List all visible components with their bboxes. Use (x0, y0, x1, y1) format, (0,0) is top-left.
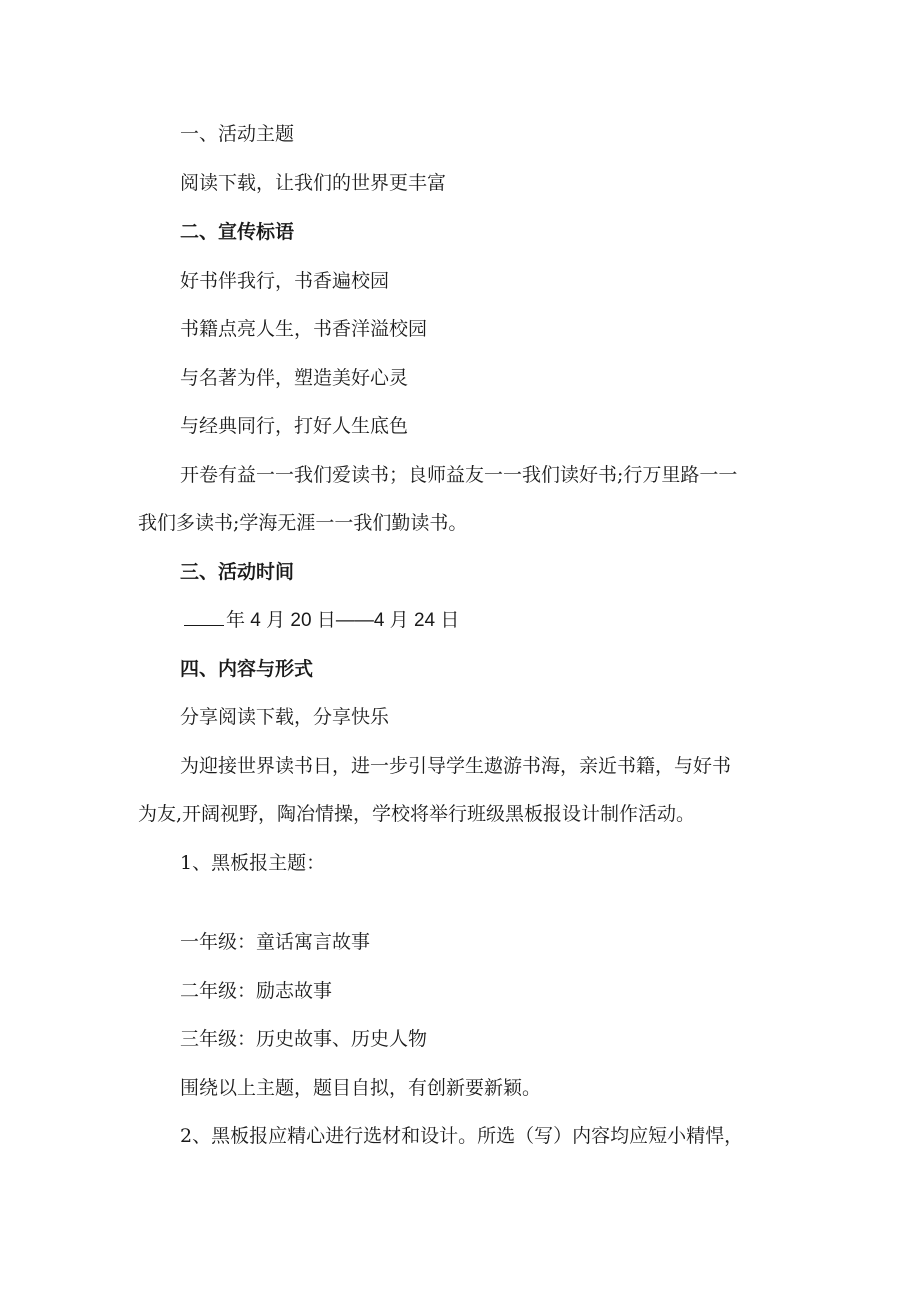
slogan-5-line-2: 我们多读书;学海无涯一一我们勤读书。 (138, 512, 468, 534)
grade-1-theme: 一年级：童话寓言故事 (180, 931, 371, 953)
theme-text: 阅读下载，让我们的世界更丰富 (180, 172, 447, 194)
blackboard-design-requirement: 2、黑板报应精心进行选材和设计。所选（写）内容均应短小精悍， (180, 1125, 744, 1147)
activity-date: 年 4 月 20 日——4 月 24 日 (226, 610, 460, 631)
section-2-heading: 二、宣传标语 (180, 221, 295, 243)
intro-paragraph-line-2: 为友,开阔视野，陶冶情操，学校将举行班级黑板报设计制作活动。 (138, 803, 696, 825)
slogan-3: 与名著为伴，塑造美好心灵 (180, 367, 409, 389)
intro-paragraph-line-1: 为迎接世界读书日，进一步引导学生遨游书海，亲近书籍，与好书 (180, 755, 732, 777)
slogan-5-line-1: 开卷有益一一我们爱读书；良师益友一一我们读好书;行万里路一一 (180, 464, 738, 486)
theme-note: 围绕以上主题，题目自拟，有创新要新颖。 (180, 1077, 542, 1099)
grade-2-theme: 二年级：励志故事 (180, 980, 333, 1002)
blackboard-theme-heading: 1、黑板报主题： (180, 852, 326, 874)
grade-3-theme: 三年级：历史故事、历史人物 (180, 1028, 428, 1050)
section-4-heading: 四、内容与形式 (180, 658, 314, 680)
year-blank (184, 607, 224, 626)
slogan-1: 好书伴我行，书香遍校园 (180, 270, 390, 292)
section-3-heading: 三、活动时间 (180, 561, 295, 583)
activity-date-line (184, 607, 459, 634)
content-subtitle: 分享阅读下载，分享快乐 (180, 706, 390, 728)
slogan-4: 与经典同行，打好人生底色 (180, 415, 409, 437)
section-1-heading: 一、活动主题 (180, 123, 295, 145)
slogan-2: 书籍点亮人生，书香洋溢校园 (180, 318, 428, 340)
